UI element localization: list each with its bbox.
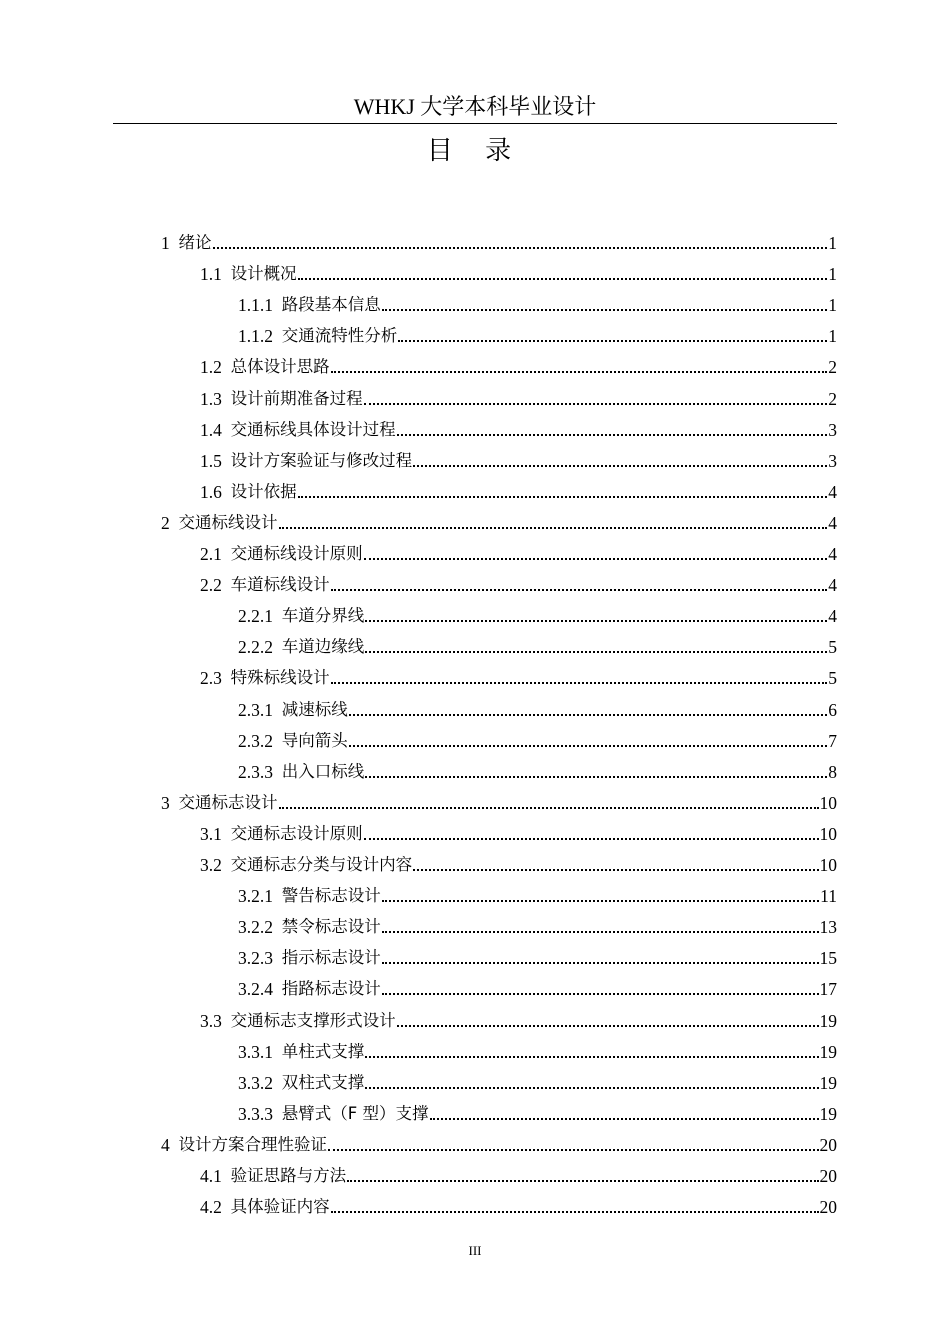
toc-entry[interactable] — [200, 410, 837, 441]
toc-entry-number: 3.3.2 — [238, 1072, 282, 1093]
toc-leader-dots — [413, 465, 827, 467]
toc-entry-label: 路段基本信息 — [281, 295, 381, 315]
toc-entry-page: 4 — [828, 575, 837, 596]
toc-entry[interactable] — [200, 441, 837, 472]
toc-entry[interactable] — [238, 721, 837, 752]
toc-entry[interactable] — [200, 534, 837, 565]
header-title: WHKJ 大学本科毕业设计 — [353, 94, 597, 119]
toc-entry-page: 3 — [828, 419, 837, 440]
toc-entry[interactable] — [200, 845, 837, 876]
toc-entry[interactable] — [238, 907, 837, 938]
toc-entry-number: 2.3 — [200, 668, 231, 689]
toc-entry-page: 5 — [828, 637, 837, 658]
toc-entry[interactable] — [238, 938, 837, 969]
toc-leader-dots — [298, 278, 828, 280]
toc-entry-label: 具体验证内容 — [230, 1197, 330, 1217]
toc-entry[interactable] — [238, 690, 837, 721]
toc-leader-dots — [430, 1118, 819, 1120]
toc-entry[interactable] — [238, 752, 837, 783]
toc-entry-number: 3 — [161, 792, 179, 813]
toc-entry-page: 4 — [828, 481, 837, 502]
toc-entry-number: 2.3.3 — [238, 761, 282, 782]
toc-entry[interactable] — [200, 347, 837, 378]
toc-entry[interactable] — [161, 783, 837, 814]
toc-entry-label: 设计方案合理性验证 — [178, 1134, 327, 1154]
toc-entry-page: 1 — [828, 264, 837, 285]
toc-entry-page: 10 — [819, 855, 837, 875]
toc-entry-page: 20 — [819, 1166, 837, 1186]
toc-leader-dots — [331, 682, 828, 684]
toc-entry-label: 交通流特性分析 — [281, 326, 398, 346]
toc-entry-number: 1 — [161, 233, 179, 253]
toc-entry-number: 2.2.2 — [238, 637, 282, 658]
toc-entry[interactable] — [161, 503, 837, 534]
toc-entry-number: 2.2 — [200, 575, 231, 596]
toc-entry-page: 4 — [828, 544, 837, 564]
toc-entry-label: 设计方案验证与修改过程 — [230, 450, 413, 470]
toc-leader-dots — [365, 776, 827, 778]
toc-entry-page: 2 — [828, 357, 837, 378]
toc-leader-dots — [382, 962, 819, 964]
toc-entry-page: 10 — [819, 792, 837, 813]
toc-entry[interactable] — [161, 223, 837, 254]
toc-entry-label: 车道边缘线 — [281, 637, 365, 657]
toc-leader-dots — [279, 527, 828, 529]
toc-entry[interactable] — [238, 316, 837, 347]
toc-entry-page: 11 — [820, 886, 837, 907]
toc-entry-label: 双柱式支撑 — [281, 1072, 365, 1092]
page-title: 目 录 — [426, 136, 524, 166]
toc-entry-label: 总体设计思路 — [230, 357, 330, 377]
toc-entry-number: 2.1 — [200, 544, 231, 564]
toc-entry-label: 交通标线设计原则 — [230, 544, 363, 563]
toc-entry[interactable] — [238, 1063, 837, 1094]
toc-entry-label: 指示标志设计 — [281, 948, 381, 968]
toc-entry-label: 设计依据 — [230, 481, 297, 501]
toc-entry-page: 7 — [828, 730, 837, 751]
toc-entry-page: 5 — [828, 668, 837, 689]
toc-leader-dots — [364, 403, 828, 405]
toc-entry-number: 1.5 — [200, 450, 231, 471]
toc-leader-dots — [213, 247, 828, 249]
toc-entry-number: 1.6 — [200, 481, 231, 502]
toc-entry-label: 单柱式支撑 — [281, 1041, 365, 1061]
toc-leader-dots — [365, 1087, 818, 1089]
toc-entry-number: 2.3.1 — [238, 699, 282, 720]
toc-entry-page: 17 — [819, 979, 837, 1000]
toc-entry[interactable] — [200, 1187, 837, 1218]
toc-entry-page: 19 — [819, 1041, 837, 1062]
toc-entry-number: 4 — [161, 1134, 179, 1155]
toc-leader-dots — [382, 931, 819, 933]
toc-entry[interactable] — [200, 658, 837, 689]
toc-entry[interactable] — [200, 472, 837, 503]
toc-entry-label: 设计概况 — [230, 264, 297, 284]
toc-entry-page: 3 — [828, 450, 837, 471]
toc-leader-dots — [397, 1025, 819, 1027]
toc-entry-page: 19 — [819, 1103, 837, 1124]
toc-leader-dots — [364, 838, 819, 840]
toc-entry-number: 3.3.3 — [238, 1103, 282, 1124]
toc-entry[interactable] — [238, 627, 837, 658]
page-header — [113, 93, 837, 124]
toc-leader-dots — [349, 745, 828, 747]
toc-leader-dots — [365, 1056, 818, 1058]
toc-entry-page: 19 — [819, 1072, 837, 1093]
toc-leader-dots — [365, 620, 827, 622]
toc-entry-label: 交通标线设计 — [178, 512, 278, 532]
toc-entry[interactable] — [200, 1001, 837, 1032]
toc-entry-label: 验证思路与方法 — [230, 1166, 347, 1185]
toc-leader-dots — [331, 371, 828, 373]
toc-entry-number: 3.3 — [200, 1010, 231, 1031]
toc-entry-label: 交通标线具体设计过程 — [230, 419, 396, 439]
toc-entry-number: 3.2.2 — [238, 917, 282, 938]
toc-entry-number: 2 — [161, 512, 179, 533]
toc-entry-page: 1 — [828, 326, 837, 347]
toc-entry-number: 3.1 — [200, 823, 231, 844]
toc-entry[interactable] — [238, 1094, 837, 1125]
toc-entry-page: 8 — [828, 761, 837, 782]
toc-leader-dots — [279, 807, 819, 809]
toc-leader-dots — [347, 1180, 818, 1182]
toc-leader-dots — [331, 1211, 819, 1213]
toc-entry[interactable] — [238, 876, 837, 907]
toc-entry-label: 交通标志支撑形式设计 — [230, 1010, 396, 1030]
toc-entry-label: 交通标志设计原则 — [230, 823, 363, 843]
toc-entry[interactable] — [200, 254, 837, 285]
toc-leader-dots — [382, 993, 819, 995]
toc-entry[interactable] — [200, 814, 837, 845]
toc-entry-page: 20 — [819, 1134, 837, 1155]
toc-entry-number: 2.2.1 — [238, 606, 282, 627]
toc-entry-label: 导向箭头 — [281, 730, 348, 750]
toc-entry-label: 悬臂式（F 型）支撑 — [281, 1103, 429, 1123]
toc-entry[interactable] — [200, 379, 837, 410]
toc-leader-dots — [298, 496, 828, 498]
toc-entry-page: 2 — [828, 388, 837, 409]
toc-entry[interactable] — [200, 565, 837, 596]
toc-entry-number: 4.2 — [200, 1197, 231, 1218]
toc-entry[interactable] — [161, 1125, 837, 1156]
toc-entry-label: 出入口标线 — [281, 761, 365, 781]
toc-entry-page: 1 — [828, 233, 837, 253]
toc-entry-page: 13 — [819, 917, 837, 938]
toc-entry-page: 10 — [819, 823, 837, 844]
toc-entry-label: 车道分界线 — [281, 606, 365, 626]
toc-entry-number: 3.2.3 — [238, 948, 282, 969]
toc-leader-dots — [364, 558, 828, 560]
toc-entry-label: 车道标线设计 — [230, 575, 330, 595]
toc-entry-label: 指路标志设计 — [281, 979, 381, 999]
toc-entry-label: 绪论 — [178, 233, 212, 252]
toc-leader-dots — [349, 714, 828, 716]
toc-entry[interactable] — [238, 596, 837, 627]
toc-entry-number: 3.2.1 — [238, 886, 282, 907]
toc-entry-page: 4 — [828, 606, 837, 627]
toc-entry-number: 1.1.2 — [238, 326, 282, 347]
page-number: III — [468, 1243, 482, 1258]
toc-entry-page: 19 — [819, 1010, 837, 1031]
toc-entry-number: 4.1 — [200, 1166, 231, 1186]
toc-entry[interactable] — [200, 1156, 837, 1187]
toc-entry-number: 3.2 — [200, 855, 231, 875]
toc-entry[interactable] — [238, 969, 837, 1000]
toc-entry-page: 4 — [828, 512, 837, 533]
toc-leader-dots — [397, 434, 828, 436]
toc-entry-page: 1 — [828, 295, 837, 316]
toc-leader-dots — [413, 869, 818, 871]
toc-leader-dots — [328, 1149, 819, 1151]
toc-leader-dots — [382, 309, 828, 311]
toc-entry-number: 2.3.2 — [238, 730, 282, 751]
toc-entry-label: 交通标志分类与设计内容 — [230, 855, 413, 874]
toc-entry-page: 15 — [819, 948, 837, 969]
toc-entry[interactable] — [238, 1032, 837, 1063]
toc-entry-label: 警告标志设计 — [281, 886, 381, 906]
toc-entry-page: 20 — [819, 1197, 837, 1218]
toc-entry-label: 设计前期准备过程 — [230, 388, 363, 408]
toc-entry-number: 1.3 — [200, 388, 231, 409]
toc-leader-dots — [331, 589, 828, 591]
toc-entry-label: 减速标线 — [281, 699, 348, 719]
toc-entry-label: 交通标志设计 — [178, 792, 278, 812]
toc-leader-dots — [365, 651, 827, 653]
toc-leader-dots — [398, 340, 827, 342]
toc-entry-number: 3.3.1 — [238, 1041, 282, 1062]
toc-leader-dots — [382, 900, 819, 902]
toc-entry-number: 3.2.4 — [238, 979, 282, 1000]
toc-entry-label: 特殊标线设计 — [230, 668, 330, 688]
toc-entry-number: 1.1.1 — [238, 295, 282, 316]
toc-entry-page: 6 — [828, 699, 837, 720]
toc-entry-number: 1.1 — [200, 264, 231, 285]
toc-entry-label: 禁令标志设计 — [281, 917, 381, 937]
toc-entry-number: 1.4 — [200, 419, 231, 440]
toc-entry[interactable] — [238, 285, 837, 316]
toc-entry-number: 1.2 — [200, 357, 231, 378]
